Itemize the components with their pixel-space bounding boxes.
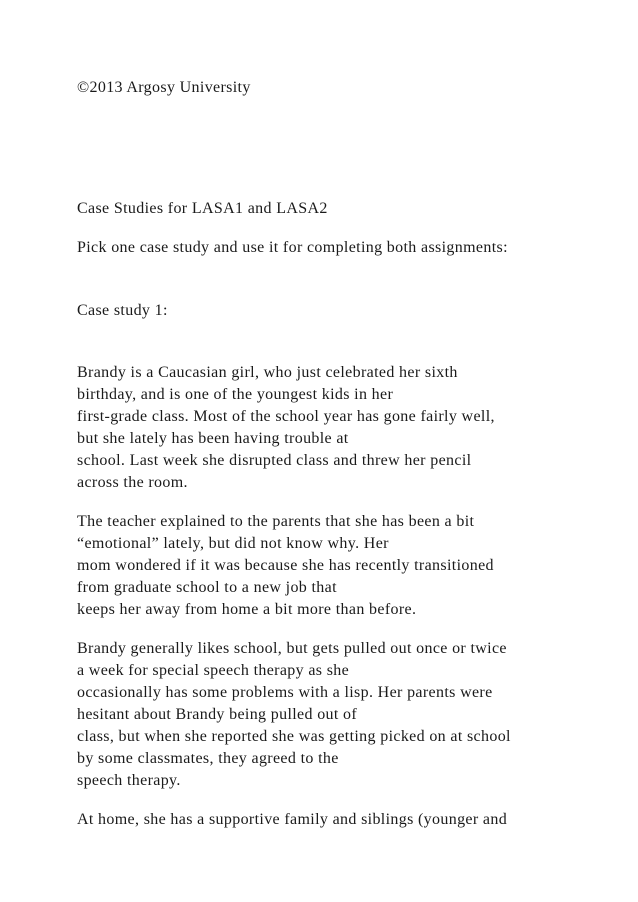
paragraph-line: hesitant about Brandy being pulled out of — [77, 706, 358, 723]
paragraph-line: Brandy is a Caucasian girl, who just celebrated her sixth — [77, 364, 458, 381]
paragraph-line: Brandy generally likes school, but gets pulled out once or twice — [77, 640, 507, 657]
paragraph-line: a week for special speech therapy as she — [77, 662, 350, 679]
case-heading: Case study 1: — [77, 302, 168, 319]
paragraph-line: keeps her away from home a bit more than before. — [77, 601, 417, 618]
document-title: Case Studies for LASA1 and LASA2 — [77, 200, 328, 217]
paragraph-line: school. Last week she disrupted class and threw her pencil — [77, 452, 472, 469]
paragraph-line: but she lately has been having trouble at — [77, 430, 349, 447]
paragraph-line: At home, she has a supportive family and siblings (younger and — [77, 811, 508, 828]
paragraph-line: mom wondered if it was because she has recently transitioned — [77, 557, 494, 574]
paragraph-line: across the room. — [77, 474, 188, 491]
instruction-line: Pick one case study and use it for completing both assignments: — [77, 239, 508, 256]
paragraph-line: from graduate school to a new job that — [77, 579, 337, 596]
paragraph-line: class, but when she reported she was getting picked on at school — [77, 728, 511, 745]
paragraph-line: occasionally has some problems with a lisp. Her parents were — [77, 684, 493, 701]
paragraph-line: birthday, and is one of the youngest kids in her — [77, 386, 394, 403]
paragraph-line: first-grade class. Most of the school year has gone fairly well, — [77, 408, 495, 425]
paragraph-line: The teacher explained to the parents that she has been a bit — [77, 513, 475, 530]
copyright-line: ©2013 Argosy University — [77, 79, 251, 96]
paragraph-line: “emotional” lately, but did not know why. Her — [77, 535, 389, 552]
paragraph-line: by some classmates, they agreed to the — [77, 750, 339, 767]
paragraph-line: speech therapy. — [77, 772, 181, 789]
